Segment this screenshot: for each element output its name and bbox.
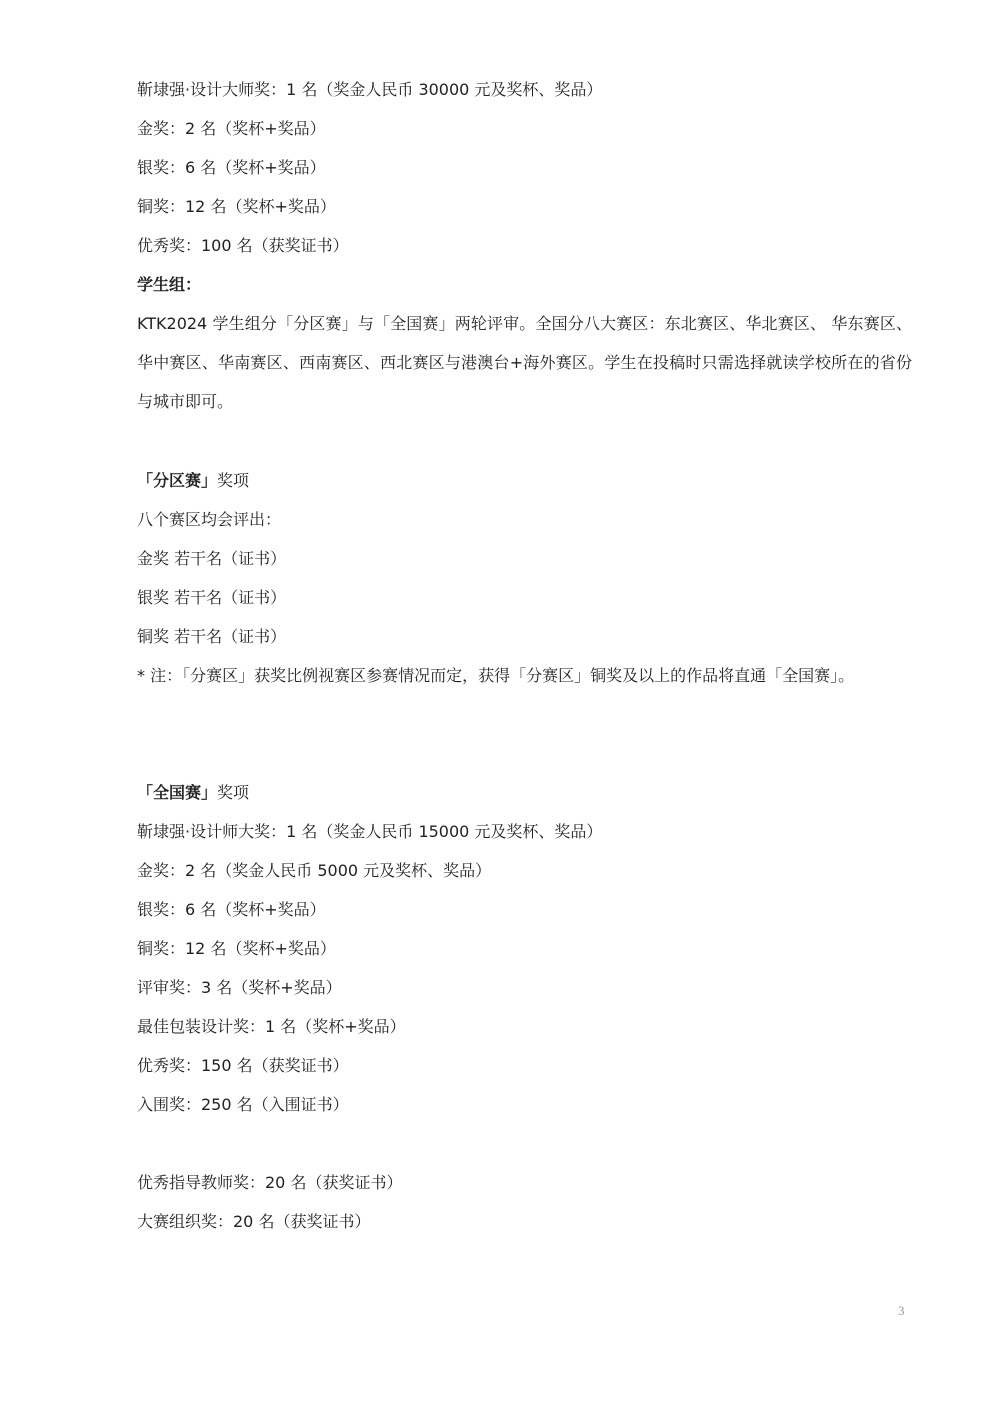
pro-award-bronze: 铜奖：12 名（奖杯+奖品） [137, 197, 336, 216]
regional-intro: 八个赛区均会评出： [137, 510, 282, 529]
pro-award-excellence: 优秀奖：100 名（获奖证书） [137, 236, 349, 255]
national-award-excellence: 优秀奖：150 名（获奖证书） [137, 1056, 349, 1075]
regional-heading [137, 461, 912, 500]
national-heading-rest: 奖项 [217, 783, 250, 802]
national-award-finalist: 入围奖：250 名（入围证书） [137, 1095, 349, 1114]
national-award-bronze: 铜奖：12 名（奖杯+奖品） [137, 939, 336, 958]
award-organizer: 大赛组织奖：20 名（获奖证书） [137, 1212, 371, 1231]
regional-award-gold: 金奖 若干名（证书） [137, 549, 287, 568]
pro-award-silver: 银奖：6 名（奖杯+奖品） [137, 158, 326, 177]
pro-award-gold: 金奖：2 名（奖杯+奖品） [137, 119, 326, 138]
student-group-intro: KTK2024 学生组分「分区赛」与「全国赛」两轮评审。全国分八大赛区：东北赛区、华北赛区、 华东赛区、华中赛区、华南赛区、西南赛区、西北赛区与港澳台+海外赛区。学生在投稿时只需选择就读学校所在的省份与城市即可。 [137, 314, 912, 411]
national-award-silver: 银奖：6 名（奖杯+奖品） [137, 900, 326, 919]
regional-note: * 注：「分赛区」获奖比例视赛区参赛情况而定，获得「分赛区」铜奖及以上的作品将直通「全国赛」。 [137, 666, 855, 685]
national-award-master: 靳埭强·设计师大奖：1 名（奖金人民币 15000 元及奖杯、奖品） [137, 822, 603, 841]
page-number: 3 [898, 1303, 905, 1318]
regional-award-silver: 银奖 若干名（证书） [137, 588, 287, 607]
national-heading [137, 773, 912, 812]
regional-award-bronze: 铜奖 若干名（证书） [137, 627, 287, 646]
student-group-heading: 学生组： [137, 275, 202, 294]
national-award-packaging: 最佳包装设计奖：1 名（奖杯+奖品） [137, 1017, 406, 1036]
pro-award-master: 靳埭强·设计大师奖：1 名（奖金人民币 30000 元及奖杯、奖品） [137, 80, 603, 99]
national-award-gold: 金奖：2 名（奖金人民币 5000 元及奖杯、奖品） [137, 861, 492, 880]
award-instructor: 优秀指导教师奖：20 名（获奖证书） [137, 1173, 403, 1192]
national-heading-bold: 「全国赛」 [137, 783, 218, 802]
regional-heading-rest: 奖项 [217, 471, 250, 490]
regional-heading-bold: 「分区赛」 [137, 471, 218, 490]
national-award-jury: 评审奖：3 名（奖杯+奖品） [137, 978, 342, 997]
